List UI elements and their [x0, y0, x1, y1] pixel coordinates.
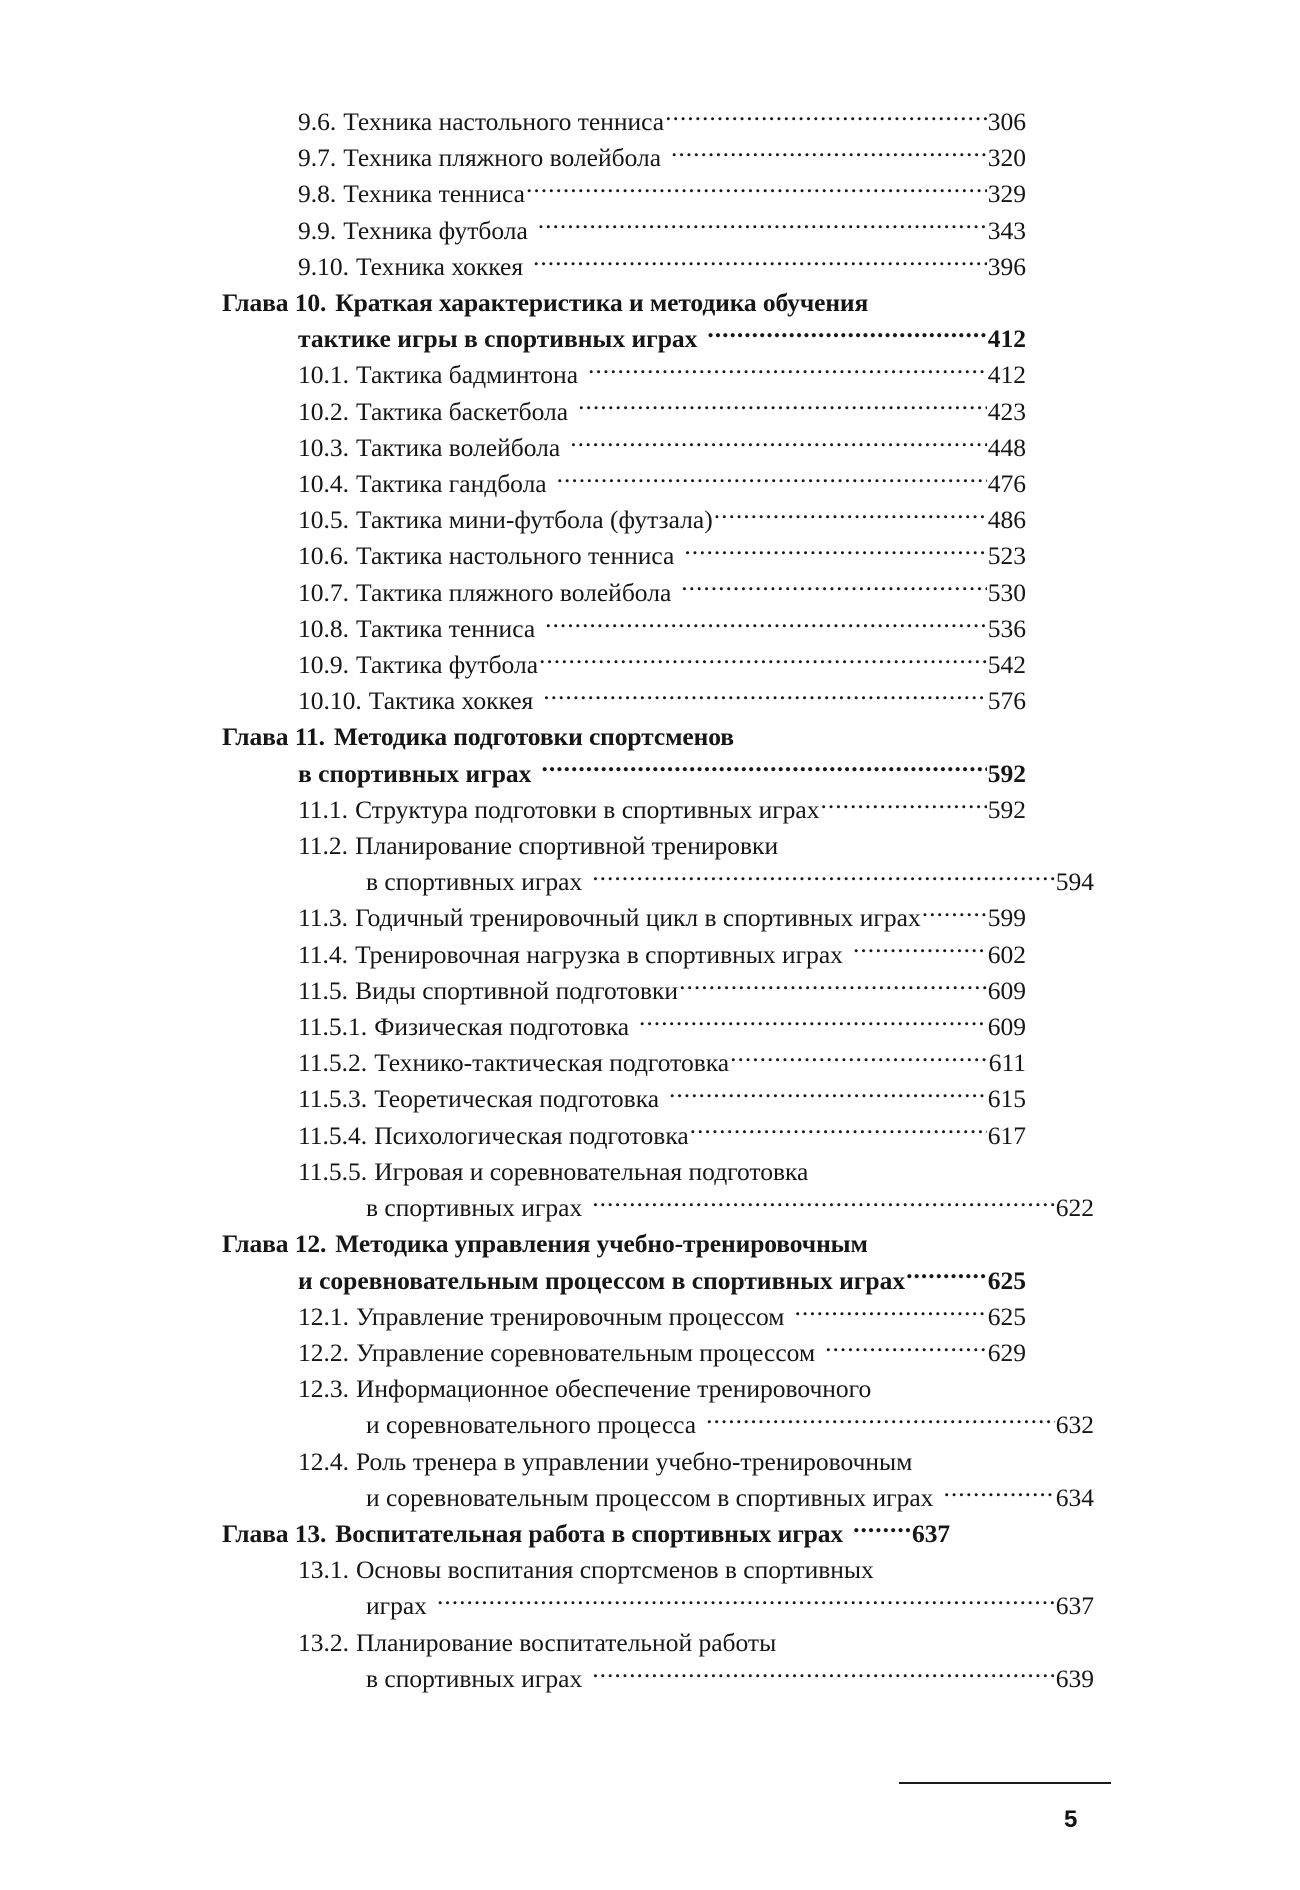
toc-entry-title: Техника футбола	[343, 215, 528, 245]
toc-entry-page-number: 448	[987, 432, 1026, 462]
toc-entry-title: Тактика бадминтона	[356, 360, 579, 390]
toc-entry[interactable]	[222, 1154, 1026, 1190]
toc-entry[interactable]	[222, 1407, 1094, 1443]
toc-entry-number: 13.1.	[298, 1555, 349, 1585]
toc-leader-dots	[853, 1516, 911, 1542]
toc-leader-dots	[592, 1191, 1055, 1217]
toc-entry[interactable]	[222, 1226, 950, 1262]
toc-entry-number: 10.10.	[298, 686, 362, 716]
toc-entry-page-number: 396	[987, 251, 1026, 281]
toc-entry-number: 11.5.	[298, 975, 349, 1005]
toc-entry-title: Годичный тренировочный цикл в спортивных играх	[355, 903, 921, 933]
toc-entry-page-number: 343	[987, 215, 1026, 245]
toc-leader-dots	[690, 1118, 987, 1144]
toc-entry-number: 10.8.	[298, 613, 349, 643]
toc-entry[interactable]	[222, 756, 1026, 792]
toc-entry[interactable]	[222, 1190, 1094, 1226]
toc-leader-dots	[543, 684, 986, 710]
toc-entry-page-number: 523	[987, 541, 1026, 571]
toc-entry-title: и соревновательным процессом в спортивных играх	[366, 1482, 934, 1512]
toc-leader-dots	[539, 648, 987, 674]
toc-leader-dots	[578, 394, 987, 420]
toc-leader-dots	[681, 575, 986, 601]
toc-leader-dots	[526, 177, 987, 203]
toc-entry-page-number: 530	[987, 577, 1026, 607]
toc-entry[interactable]	[222, 1009, 1026, 1045]
toc-entry-number: 9.6.	[298, 107, 337, 136]
toc-entry-number: 12.4.	[298, 1446, 349, 1476]
toc-entry[interactable]	[222, 575, 1026, 611]
toc-entry-number: 9.8.	[298, 179, 337, 209]
toc-entry-title: в спортивных играх	[298, 758, 532, 788]
toc-entry-title: Планирование спортивной тренировки	[355, 831, 779, 861]
toc-entry-page-number: 611	[988, 1048, 1026, 1078]
toc-entry-page-number: 637	[1055, 1591, 1094, 1621]
toc-entry-number: 11.5.4.	[298, 1120, 368, 1150]
toc-leader-dots	[714, 503, 987, 529]
toc-leader-dots	[671, 141, 987, 167]
toc-entry-title: Краткая характеристика и методика обучения	[335, 288, 869, 318]
toc-entry[interactable]	[222, 792, 1026, 828]
toc-entry-title: Управление тренировочным процессом	[356, 1301, 785, 1331]
toc-entry-number: 11.4.	[298, 939, 349, 969]
footer-rule	[899, 1782, 1111, 1784]
toc-entry-title: Техника пляжного волейбола	[343, 143, 662, 173]
toc-entry-number: 11.5.5.	[298, 1156, 368, 1186]
toc-entry-title: Управление соревновательным процессом	[356, 1337, 816, 1367]
toc-entry-title: Методика подготовки спортсменов	[333, 722, 734, 752]
toc-entry-page-number: 486	[987, 505, 1026, 535]
toc-entry-page-number: 412	[987, 324, 1026, 354]
toc-entry-page-number: 476	[987, 469, 1026, 499]
toc-entry[interactable]	[222, 357, 1026, 393]
toc-entry[interactable]	[222, 828, 1026, 864]
toc-entry[interactable]	[222, 719, 950, 755]
toc-entry-number: 10.5.	[298, 505, 349, 535]
toc-leader-dots	[794, 1299, 986, 1325]
toc-leader-dots	[557, 467, 987, 493]
toc-entry[interactable]	[222, 176, 1026, 212]
toc-entry-title: Виды спортивной подготовки	[355, 975, 679, 1005]
toc-leader-dots	[906, 1263, 987, 1289]
toc-entry[interactable]	[222, 973, 1026, 1009]
toc-leader-dots	[533, 249, 987, 275]
footer-page-number: 5	[1064, 1806, 1078, 1833]
toc-leader-dots	[545, 611, 987, 637]
toc-entry-number: 12.3.	[298, 1374, 349, 1404]
toc-entry-title: Основы воспитания спортсменов в спортивных	[356, 1555, 874, 1585]
toc-leader-dots	[679, 973, 987, 999]
toc-entry-page-number: 599	[987, 903, 1026, 933]
toc-entry-title: играх	[366, 1591, 427, 1621]
toc-entry-number: 10.1.	[298, 360, 349, 390]
toc-entry-title: Тактика футбола	[356, 650, 539, 680]
toc-entry[interactable]	[222, 285, 950, 321]
toc-entry-number: 11.3.	[298, 903, 349, 933]
toc-entry-title: Психологическая подготовка	[374, 1120, 689, 1150]
toc-entry-title: Структура подготовки в спортивных играх	[355, 794, 820, 824]
toc-entry-page-number: 609	[987, 1012, 1026, 1042]
toc-entry[interactable]	[222, 321, 1026, 357]
toc-entry[interactable]	[222, 1588, 1094, 1624]
toc-entry[interactable]	[222, 1480, 1094, 1516]
toc-entry-number: 11.5.1.	[298, 1012, 368, 1042]
toc-entry-number: 10.9.	[298, 650, 349, 680]
toc-entry-number: 12.1.	[298, 1301, 349, 1331]
toc-leader-dots	[437, 1589, 1055, 1615]
toc-entry-title: Теоретическая подготовка	[374, 1084, 660, 1114]
toc-entry-title: Тактика волейбола	[356, 432, 561, 462]
toc-entry-title: Тактика баскетбола	[356, 396, 569, 426]
toc-entry-title: Методика управления учебно-тренировочным	[335, 1229, 868, 1259]
toc-entry-number: 12.2.	[298, 1337, 349, 1367]
toc-entry[interactable]	[222, 1081, 1026, 1117]
toc-entry-page-number: 629	[987, 1337, 1026, 1367]
toc-entry-number: 11.5.3.	[298, 1084, 368, 1114]
toc-leader-dots	[706, 1408, 1055, 1434]
toc-entry-page-number: 542	[987, 650, 1026, 680]
toc-leader-dots	[853, 937, 987, 963]
toc-entry[interactable]	[222, 394, 1026, 430]
toc-entry-page-number: 632	[1055, 1410, 1094, 1440]
toc-entry-page-number: 639	[1055, 1663, 1094, 1693]
toc-leader-dots	[592, 1661, 1055, 1687]
toc-entry[interactable]	[222, 1299, 1026, 1335]
toc-entry-number: 13.2.	[298, 1627, 349, 1657]
toc-entry-page-number: 329	[987, 179, 1026, 209]
toc-leader-dots	[825, 1335, 987, 1361]
toc-entry-page-number: 625	[987, 1265, 1026, 1295]
toc-entry-title: Тактика тенниса	[356, 613, 536, 643]
toc-entry-number: Глава 12.	[222, 1229, 327, 1259]
toc-entry[interactable]	[222, 647, 1026, 683]
toc-entry-page-number: 594	[1055, 867, 1094, 897]
toc-entry-number: 10.7.	[298, 577, 349, 607]
toc-leader-dots	[943, 1480, 1054, 1506]
toc-entry-title: Тактика мини-футбола (футзала)	[356, 505, 713, 535]
toc-entry-title: Игровая и соревновательная подготовка	[374, 1156, 809, 1186]
toc-entry-title: Тренировочная нагрузка в спортивных играх	[355, 939, 843, 969]
toc-entry-title: и соревновательным процессом в спортивных играх	[298, 1265, 906, 1295]
toc-entry-title: тактике игры в спортивных играх	[298, 324, 698, 354]
toc-entry[interactable]	[222, 1263, 1026, 1299]
toc-leader-dots	[639, 1010, 987, 1036]
toc-entry-page-number: 634	[1055, 1482, 1094, 1512]
toc-entry[interactable]	[222, 466, 1026, 502]
toc-entry-page-number: 423	[987, 396, 1026, 426]
toc-entry-title: Тактика хоккея	[368, 686, 534, 716]
toc-leader-dots	[588, 358, 987, 384]
toc-entry-title: Техника хоккея	[356, 251, 524, 281]
toc-entry-page-number: 306	[987, 107, 1026, 136]
toc-entry-title: Технико-тактическая подготовка	[374, 1048, 730, 1078]
toc-entry-title: в спортивных играх	[366, 867, 583, 897]
toc-leader-dots	[922, 901, 987, 927]
toc-entry[interactable]	[222, 900, 1026, 936]
toc-entry[interactable]	[222, 104, 1026, 140]
toc-entry-title: Воспитательная работа в спортивных играх	[335, 1518, 844, 1548]
toc-entry[interactable]	[222, 502, 1026, 538]
toc-entry-number: 10.4.	[298, 469, 349, 499]
toc-entry-page-number: 592	[987, 758, 1026, 788]
toc-entry-number: 10.3.	[298, 432, 349, 462]
toc-entry-title: Роль тренера в управлении учебно-тренировочным	[356, 1446, 913, 1476]
toc-entry-title: Физическая подготовка	[374, 1012, 630, 1042]
toc-entry[interactable]	[222, 1371, 1026, 1407]
toc-entry[interactable]	[222, 1516, 950, 1552]
toc-leader-dots	[730, 1046, 988, 1072]
toc-entry[interactable]	[222, 249, 1026, 285]
toc-entry[interactable]	[222, 1045, 1026, 1081]
toc-entry-number: 9.10.	[298, 251, 349, 281]
toc-entry-title: Тактика настольного тенниса	[356, 541, 675, 571]
toc-entry-number: 9.9.	[298, 215, 337, 245]
toc-leader-dots	[707, 322, 986, 348]
toc-entry-number: 11.5.2.	[298, 1048, 368, 1078]
toc-leader-dots	[541, 756, 986, 782]
toc-entry[interactable]	[222, 1552, 1026, 1588]
toc-entry-page-number: 412	[987, 360, 1026, 390]
toc-entry[interactable]	[222, 937, 1026, 973]
toc-entry-page-number: 602	[987, 939, 1026, 969]
toc-entry[interactable]	[222, 1661, 1094, 1697]
toc-entry[interactable]	[222, 611, 1026, 647]
toc-entry-title: Планирование воспитательной работы	[356, 1627, 777, 1657]
toc-entry-number: Глава 13.	[222, 1518, 327, 1548]
toc-leader-dots	[538, 213, 987, 239]
toc-entry-title: Информационное обеспечение тренировочного	[356, 1374, 872, 1404]
toc-entry-number: 10.2.	[298, 396, 349, 426]
toc-entry[interactable]	[222, 1118, 1026, 1154]
toc-entry-page-number: 615	[987, 1084, 1026, 1114]
toc-leader-dots	[821, 792, 987, 818]
toc-entry[interactable]	[222, 1335, 1026, 1371]
toc-entry-title: Тактика гандбола	[356, 469, 547, 499]
toc-entry-number: 10.6.	[298, 541, 349, 571]
toc-leader-dots	[684, 539, 986, 565]
toc-entry-title: в спортивных играх	[366, 1663, 583, 1693]
toc-entry[interactable]	[222, 538, 1026, 574]
toc-entry-page-number: 536	[987, 613, 1026, 643]
toc-entry-number: 11.1.	[298, 794, 349, 824]
toc-leader-dots	[665, 105, 987, 131]
table-of-contents	[222, 104, 1094, 1697]
toc-entry[interactable]	[222, 430, 1026, 466]
toc-entry-title: Техника настольного тенниса	[343, 107, 665, 136]
toc-entry-number: 11.2.	[298, 831, 349, 861]
toc-entry-number: Глава 11.	[222, 722, 325, 752]
toc-entry-page-number: 625	[987, 1301, 1026, 1331]
toc-entry[interactable]	[222, 683, 1026, 719]
toc-entry-page-number: 320	[987, 143, 1026, 173]
toc-entry[interactable]	[222, 213, 1026, 249]
toc-entry-title: и соревновательного процесса	[366, 1410, 697, 1440]
toc-entry-page-number: 576	[987, 686, 1026, 716]
toc-entry-title: Техника тенниса	[343, 179, 525, 209]
toc-entry-page-number: 609	[987, 975, 1026, 1005]
toc-leader-dots	[592, 865, 1055, 891]
toc-entry-title: в спортивных играх	[366, 1193, 583, 1223]
toc-leader-dots	[570, 430, 987, 456]
toc-entry-page-number: 592	[987, 794, 1026, 824]
toc-entry[interactable]	[222, 1444, 1026, 1480]
toc-entry-title: Тактика пляжного волейбола	[356, 577, 672, 607]
toc-entry[interactable]	[222, 864, 1094, 900]
toc-entry-page-number: 637	[912, 1518, 950, 1548]
toc-leader-dots	[669, 1082, 987, 1108]
toc-entry-number: Глава 10.	[222, 288, 327, 318]
toc-entry-number: 9.7.	[298, 143, 337, 173]
toc-entry-page-number: 622	[1055, 1193, 1094, 1223]
toc-entry[interactable]	[222, 1625, 1026, 1661]
toc-entry-page-number: 617	[987, 1120, 1026, 1150]
toc-entry[interactable]	[222, 140, 1026, 176]
